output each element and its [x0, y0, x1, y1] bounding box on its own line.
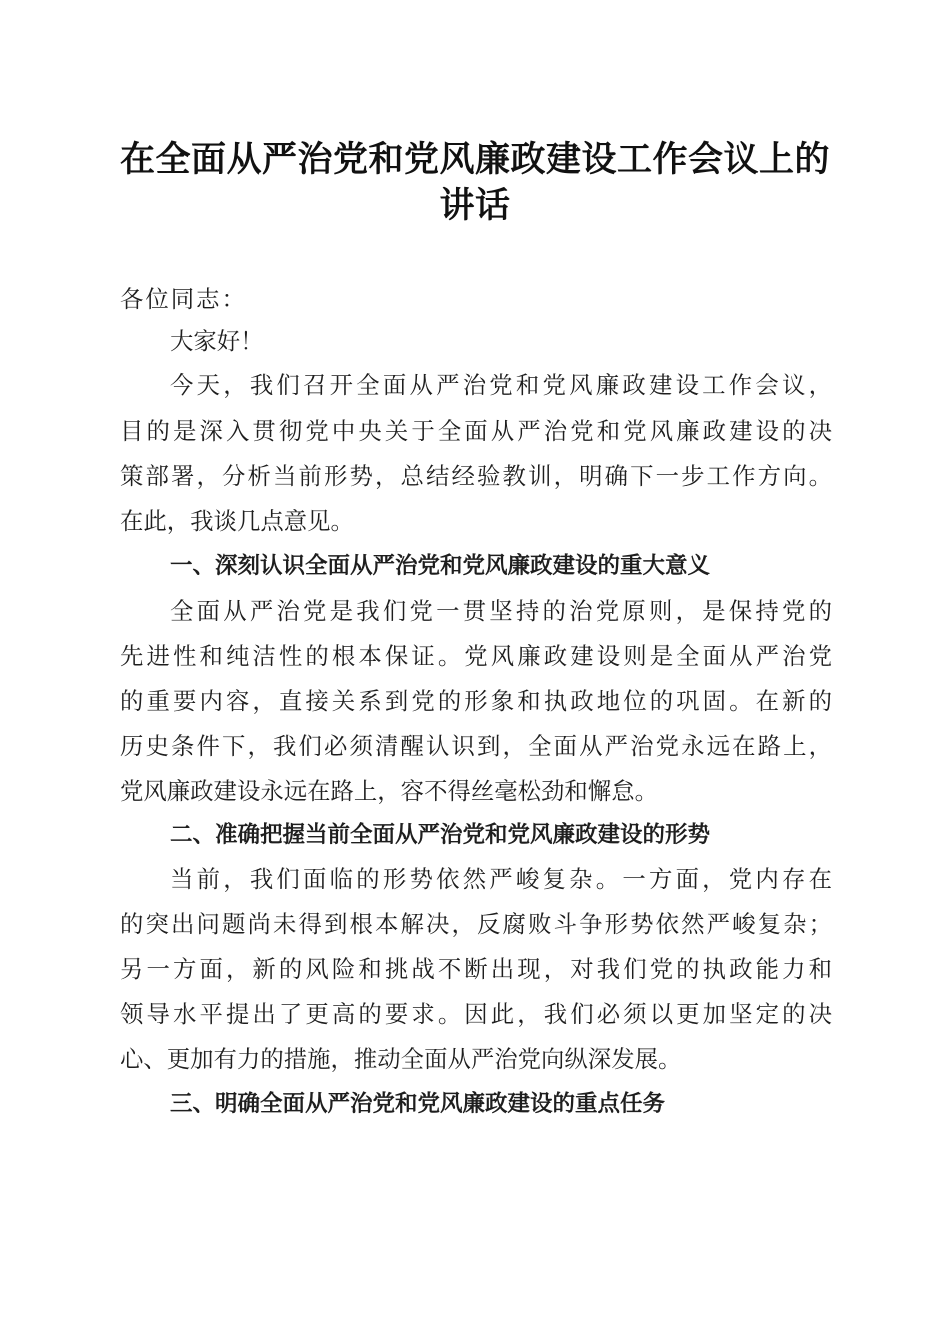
greeting: 大家好！	[170, 327, 264, 355]
section2-line: 心、更加有力的措施，推动全面从严治党向纵深发展。	[120, 1045, 682, 1073]
section-heading-2: 二、准确把握当前全面从严治党和党风廉政建设的形势	[170, 822, 711, 848]
section2-line: 另一方面，新的风险和挑战不断出现，对我们党的执政能力和	[120, 955, 832, 983]
salutation: 各位同志：	[120, 285, 247, 313]
intro-line: 在此，我谈几点意见。	[120, 507, 354, 535]
section1-line: 的重要内容，直接关系到党的形象和执政地位的巩固。在新的	[120, 687, 832, 715]
intro-line: 目的是深入贯彻党中央关于全面从严治党和党风廉政建设的决	[120, 417, 832, 445]
intro-line: 今天，我们召开全面从严治党和党风廉政建设工作会议，	[170, 371, 832, 399]
section-heading-1: 一、深刻认识全面从严治党和党风廉政建设的重大意义	[170, 553, 711, 579]
section1-line: 先进性和纯洁性的根本保证。党风廉政建设则是全面从严治党	[120, 642, 832, 670]
intro-line: 策部署，分析当前形势，总结经验教训，明确下一步工作方向。	[120, 462, 832, 490]
section1-line: 历史条件下，我们必须清醒认识到，全面从严治党永远在路上，	[120, 732, 832, 760]
section-heading-3: 三、明确全面从严治党和党风廉政建设的重点任务	[170, 1091, 666, 1117]
section1-line: 全面从严治党是我们党一贯坚持的治党原则，是保持党的	[170, 597, 832, 625]
document-title-line-2: 讲话	[439, 185, 511, 226]
section2-line: 的突出问题尚未得到根本解决，反腐败斗争形势依然严峻复杂；	[120, 910, 832, 938]
section2-line: 领导水平提出了更高的要求。因此，我们必须以更加坚定的决	[120, 1000, 832, 1028]
document-title-line-1: 在全面从严治党和党风廉政建设工作会议上的	[119, 139, 830, 180]
section2-line: 当前，我们面临的形势依然严峻复杂。一方面，党内存在	[170, 865, 832, 893]
section1-line: 党风廉政建设永远在路上，容不得丝毫松劲和懈怠。	[120, 777, 658, 805]
